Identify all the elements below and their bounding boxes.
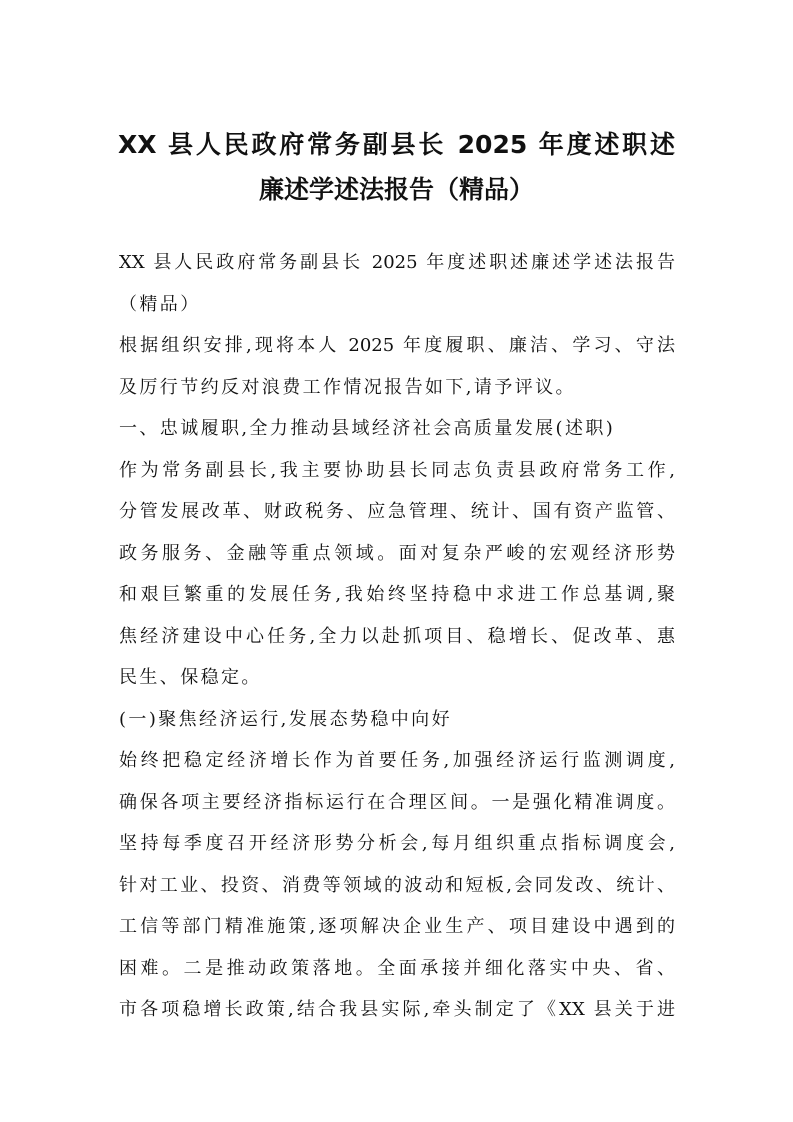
body-line: 工信等部门精准施策,逐项解决企业生产、项目建设中遇到的 [119, 916, 675, 937]
body-line: 困难。二是推动政策落地。全面承接并细化落实中央、省、 [119, 957, 675, 979]
subsection-heading: (一)聚焦经济运行,发展态势稳中向好 [119, 708, 452, 730]
body-line: 市各项稳增长政策,结合我县实际,牵头制定了《XX 县关于进 [119, 999, 675, 1020]
body-line: 民生、保稳定。 [119, 667, 262, 688]
body-line: 针对工业、投资、消费等领域的波动和短板,会同发改、统计、 [119, 874, 675, 896]
body-line: 确保各项主要经济指标运行在合理区间。一是强化精准调度。 [119, 791, 675, 813]
body-line: 政务服务、金融等重点领域。面对复杂严峻的宏观经济形势 [119, 542, 675, 564]
body-line: 始终把稳定经济增长作为首要任务,加强经济运行监测调度, [119, 750, 675, 771]
body-line: 坚持每季度召开经济形势分析会,每月组织重点指标调度会, [119, 833, 675, 854]
body-line: 根据组织安排,现将本人 2025 年度履职、廉洁、学习、守法 [119, 335, 675, 356]
body-line: 和艰巨繁重的发展任务,我始终坚持稳中求进工作总基调,聚 [119, 584, 675, 605]
body-line: 及厉行节约反对浪费工作情况报告如下,请予评议。 [119, 376, 576, 398]
section-heading: 一、忠诚履职,全力推动县域经济社会高质量发展(述职) [119, 418, 616, 439]
document-title-line-1: XX 县人民政府常务副县长 2025 年度述职述 [118, 130, 675, 159]
body-line: （精品） [119, 293, 201, 315]
body-line: 作为常务副县长,我主要协助县长同志负责县政府常务工作, [119, 459, 675, 481]
body-line: 分管发展改革、财政税务、应急管理、统计、国有资产监管、 [119, 501, 675, 522]
body-line: XX 县人民政府常务副县长 2025 年度述职述廉述学述法报告 [119, 252, 675, 273]
body-line: 焦经济建设中心任务,全力以赴抓项目、稳增长、促改革、惠 [119, 625, 675, 647]
document-body [119, 242, 675, 1031]
document-title-line-2: 廉述学述法报告（精品） [258, 175, 534, 204]
